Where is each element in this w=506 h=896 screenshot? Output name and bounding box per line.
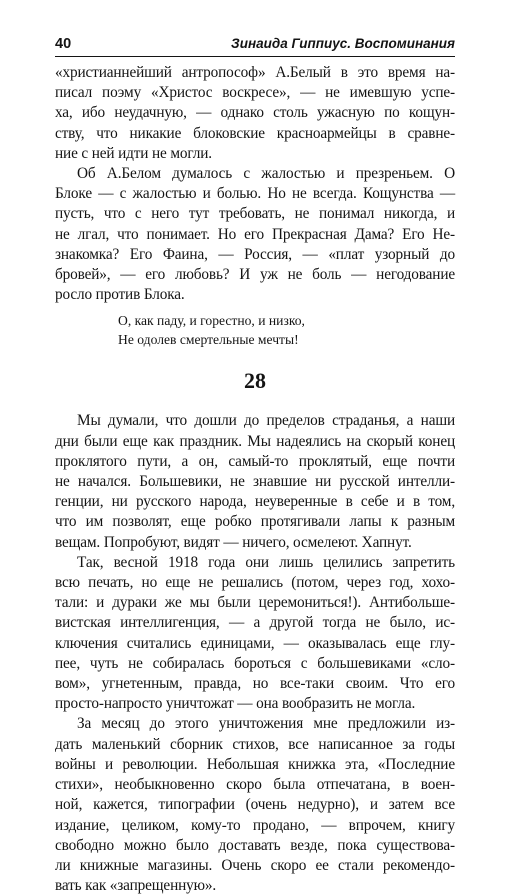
text-line: Мы думали, что дошли до пределов страданья, а наши [77, 412, 455, 430]
text-line: тали: и дураки же мы были церемониться!). Антибольше- [55, 594, 455, 612]
text-line: писал поэму «Христос воскресе», — не имевшую успе- [55, 84, 455, 102]
running-title: Зинаида Гиппиус. Воспоминания [231, 36, 455, 51]
text-line: вать как «запрещенную». [55, 877, 217, 895]
text-line: войны и революции. Небольшая книжка эта, «Последние [55, 755, 455, 773]
text-line: ние с ней идти не могли. [55, 144, 212, 162]
header-rule [55, 56, 455, 57]
text-line: всю печать, но еще не решались (потом, через год, хохо- [55, 574, 455, 592]
paragraph-1 [55, 63, 455, 164]
text-line: ха, ибо неудачную, — однако столь ужасную по кощун- [55, 104, 455, 122]
text-line: росло против Блока. [55, 286, 185, 304]
paragraph-4 [55, 553, 455, 715]
text-line: просто-напросто уничтожат — она вообразить не могла. [55, 695, 416, 713]
paragraph-2 [55, 164, 455, 305]
text-line: «христианнейший антропософ» А.Белый в это время на- [55, 64, 455, 81]
verse-line: Не одолев смертельные мечты! [118, 332, 299, 348]
text-line: ключения считались единицами, — оказывалась еще глу- [55, 634, 455, 652]
chapter-number: 28 [244, 368, 266, 394]
text-line: пусть, что с него тут требовать, не понимал никогда, и [55, 205, 455, 223]
verse-quote [55, 311, 455, 349]
text-line: ли книжные магазины. Очень скоро ее стали рекомендо- [55, 856, 455, 874]
text-line: не начался. Большевики, не знавшие ни русской интелли- [55, 473, 455, 491]
text-line: дни были еще как праздник. Мы надеялись на скорый конец [55, 432, 455, 450]
text-line: вещам. Попробуют, видят — ничего, осмелеют. Хапнут. [55, 533, 412, 551]
text-line: не лгал, что понимает. Но его Прекрасная Дама? Его Не- [55, 225, 455, 243]
page-number: 40 [55, 36, 72, 52]
text-line: Блоке — с жалостью и болью. Но не всегда. Кощунства — [55, 185, 455, 203]
text-line: ной, кажется, типографии (очень недурно), и затем все [55, 796, 455, 814]
text-line: вистская интеллигенция, — а другой тогда не было, ис- [55, 614, 455, 632]
text-line: Так, весной 1918 года они лишь целились запретить [77, 553, 455, 571]
paragraph-3 [55, 411, 455, 552]
paragraph-5 [55, 714, 455, 896]
text-line: издание, целиком, кому-то продано, — впрочем, книгу [55, 816, 455, 834]
verse-line: О, как паду, и горестно, и низко, [118, 313, 305, 329]
page-body [55, 63, 455, 896]
text-line: пее, чуть не собиралась бороться с большевиками «сло- [55, 654, 455, 672]
text-line: За месяц до этого уничтожения мне предложили из- [77, 715, 455, 733]
text-line: дать маленький сборник стихов, все написанное за годы [55, 735, 455, 753]
text-line: вом», угнетенным, правда, но все-таки своим. Что его [55, 675, 455, 693]
text-line: ству, что никакие блоковские красноармейцы в сравне- [55, 124, 455, 142]
page-header [55, 36, 455, 56]
text-line: Об А.Белом думалось с жалостью и презреньем. О [77, 165, 455, 183]
text-line: свободно можно было доставать везде, пока существова- [55, 836, 455, 854]
text-line: что им позволят, еще робко протягивали лапы к разным [55, 513, 455, 531]
text-line: бровей», — его любовь? И уж не боль — негодование [55, 266, 455, 284]
text-line: генции, ни русского народа, неуверенные в себе и в том, [55, 493, 455, 511]
text-line: знакомка? Его Фаина, — Россия, — «плат узорный до [55, 245, 455, 263]
text-line: проклятого пути, а он, самый-то проклятый, еще почти [55, 452, 455, 470]
text-line: стихи», необыкновенно скоро была отпечатана, в воен- [55, 776, 455, 794]
